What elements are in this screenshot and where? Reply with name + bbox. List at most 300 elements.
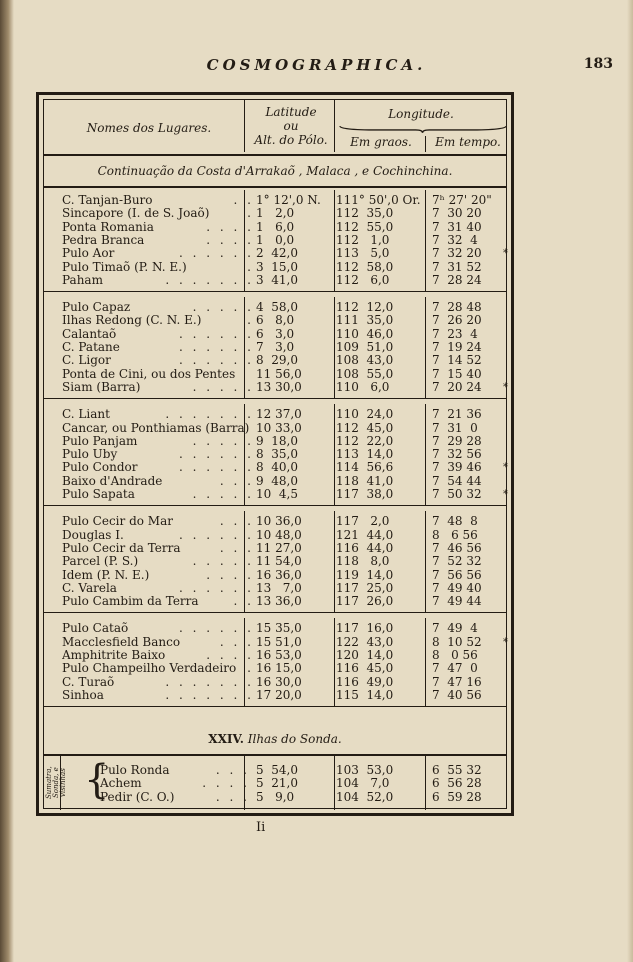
place-name-text: Pedra Branca — [62, 233, 145, 247]
table-row — [44, 422, 506, 435]
place-name-text: C. Ligor — [62, 354, 111, 368]
sonda-row — [44, 791, 506, 804]
column-rule — [244, 190, 245, 291]
place-name — [62, 448, 254, 461]
table-row — [44, 368, 506, 381]
latitude-value: 15 35,0 — [256, 621, 302, 636]
latitude-value: 1 0,0 — [256, 232, 295, 247]
longitude-time-value: 7 56 56 — [432, 567, 482, 582]
longitude-degrees-value: 120 14,0 — [336, 648, 394, 662]
place-name-text: Achem — [100, 777, 142, 791]
leader-dots: . . — [233, 595, 254, 609]
region-side-label: Sumatra, Sonda, e visinhas — [45, 766, 67, 800]
leader-dots: . . . . — [206, 233, 254, 247]
place-name-text: Cancar, ou Ponthiamas (Barra) — [62, 421, 250, 435]
longitude-time-value: 7 47 16 — [432, 674, 482, 689]
latitude-value: 10 36,0 — [256, 514, 302, 529]
group-rule — [44, 706, 506, 707]
latitude-value: 12 37,0 — [256, 407, 302, 422]
place-name — [62, 261, 254, 274]
section-xxiv — [44, 732, 506, 746]
header-longitude: Longitude. — [388, 107, 454, 121]
place-name — [62, 422, 254, 435]
table-row — [44, 569, 506, 582]
page-number: 183 — [583, 56, 613, 72]
place-name-text: Sincapore (I. de S. Joaõ) — [62, 207, 210, 221]
column-rule — [334, 511, 335, 612]
latitude-value: 1° 12',0 N. — [256, 193, 321, 207]
leader-dots: . . . . . — [192, 380, 254, 394]
longitude-time-value: 7 50 32 — [432, 487, 482, 501]
table-row — [44, 194, 506, 207]
longitude-time-value: 8 0 56 — [432, 648, 478, 662]
longitude-time-value: 8 10 52 — [432, 634, 482, 649]
column-rule — [425, 404, 426, 505]
longitude-time-value: 7 49 40 — [432, 580, 482, 595]
place-name — [62, 582, 254, 595]
section-continuation: Continuação da Costa d'Arrakaõ , Malaca , e Cochinchina. — [97, 164, 453, 178]
longitude-time-value: 7 14 52 — [432, 353, 482, 368]
place-name-text: Pulo Cambim da Terra — [62, 595, 199, 609]
longitude-degrees-value: 111° 50',0 Or. — [336, 193, 421, 207]
leader-dots: . . . . . — [192, 488, 254, 501]
table-row — [44, 582, 506, 595]
latitude-value: 1 6,0 — [256, 219, 295, 234]
place-name — [62, 328, 254, 341]
place-name — [62, 194, 254, 207]
column-rule — [334, 190, 335, 291]
column-rule — [425, 756, 426, 810]
leader-dots: . . . . . — [192, 301, 254, 315]
longitude-degrees-value: 104 7,0 — [336, 776, 390, 791]
longitude-time-value: 7 23 4 — [432, 326, 478, 341]
reference-star: * — [503, 381, 508, 393]
table-row — [44, 381, 506, 394]
leader-dots: . . . . . . — [179, 528, 254, 542]
longitude-degrees-value: 115 14,0 — [336, 687, 394, 702]
header-place: Nomes dos Lugares. — [86, 121, 212, 135]
column-rule — [244, 618, 245, 706]
leader-dots: . . . . . . — [179, 247, 254, 261]
place-name — [62, 435, 254, 448]
header-divider-time — [425, 136, 426, 152]
place-name — [62, 649, 254, 662]
column-rule — [244, 511, 245, 612]
latitude-value: 17 20,0 — [256, 687, 302, 702]
leader-dots: . . . . . — [192, 434, 254, 448]
longitude-time-value: 7 31 52 — [432, 259, 482, 274]
longitude-degrees-value: 114 56,6 — [336, 460, 394, 475]
section-xxiv-title: Ilhas do Sonda. — [247, 732, 342, 746]
place-name-text: Siam (Barra) — [62, 380, 141, 394]
place-name — [62, 408, 254, 421]
longitude-time-value: 7 21 36 — [432, 407, 482, 422]
place-name-text: Macclesfield Banco — [62, 635, 181, 649]
leader-dots: . . . . . . — [179, 341, 254, 354]
leader-dots: . . . . . . — [179, 448, 254, 462]
place-name — [62, 622, 254, 635]
place-name — [62, 515, 254, 528]
leader-dots: . . . — [219, 515, 254, 529]
latitude-value: 3 41,0 — [256, 272, 298, 287]
column-rule — [334, 404, 335, 505]
longitude-degrees-value: 108 43,0 — [336, 353, 394, 368]
latitude-value: 11 54,0 — [256, 554, 302, 569]
longitude-degrees-value: 116 49,0 — [336, 674, 394, 689]
longitude-time-value: 7 52 32 — [432, 554, 482, 569]
longitude-time-value: 6 55 32 — [432, 763, 482, 777]
longitude-time-value: 7 31 0 — [432, 420, 478, 435]
header-em-tempo: Em tempo. — [435, 135, 501, 149]
place-name — [100, 777, 250, 790]
column-rule — [244, 756, 245, 810]
longitude-time-value: 6 56 28 — [432, 776, 482, 791]
latitude-value: 15 51,0 — [256, 634, 302, 649]
leader-dots: . . . . . . — [179, 581, 254, 595]
table-row — [44, 475, 506, 488]
place-name — [62, 221, 254, 234]
place-name-text: Pulo Cecir da Terra — [62, 541, 181, 555]
table-row — [44, 515, 506, 528]
longitude-degrees-value: 112 55,0 — [336, 219, 394, 234]
longitude-time-value: 7 20 24 — [432, 379, 482, 394]
longitude-time-value: 7 28 24 — [432, 272, 482, 287]
longitude-time-value: 7 30 20 — [432, 206, 482, 221]
longitude-degrees-value: 103 53,0 — [336, 763, 394, 777]
place-name-text: Ponta de Cini, ou dos Pentes — [62, 367, 236, 381]
longitude-time-value: 8 6 56 — [432, 527, 478, 542]
longitude-degrees-value: 117 25,0 — [336, 580, 394, 595]
table-row — [44, 274, 506, 287]
longitude-time-value: 7 46 56 — [432, 540, 482, 555]
place-name-text: C. Patane — [62, 341, 120, 354]
leader-dots: . . . . — [202, 777, 250, 791]
latitude-value: 1 2,0 — [256, 206, 295, 221]
table-row — [44, 622, 506, 635]
latitude-value: 9 48,0 — [256, 473, 298, 488]
place-name-text: Pulo Timaõ (P. N. E.) — [62, 260, 187, 274]
longitude-degrees-value: 117 26,0 — [336, 594, 394, 609]
column-rule — [334, 756, 335, 810]
leader-dots: . . . — [215, 764, 250, 777]
longitude-degrees-value: 117 38,0 — [336, 487, 394, 501]
place-name-text: Calantaõ — [62, 327, 117, 341]
place-name — [62, 461, 254, 474]
longitude-degrees-value: 112 1,0 — [336, 232, 390, 247]
latitude-value: 5 9,0 — [256, 789, 295, 804]
latitude-value: 2 42,0 — [256, 246, 298, 261]
section-rule — [44, 186, 506, 188]
table-row — [44, 461, 506, 474]
table-inner — [43, 99, 507, 809]
longitude-degrees-value: 118 8,0 — [336, 554, 390, 569]
column-rule — [334, 297, 335, 398]
latitude-value: 16 15,0 — [256, 661, 302, 676]
latitude-value: 13 7,0 — [256, 580, 302, 595]
table-row — [44, 247, 506, 260]
latitude-value: 16 53,0 — [256, 648, 302, 662]
place-name — [62, 247, 254, 260]
table-row — [44, 676, 506, 689]
table-row — [44, 261, 506, 274]
latitude-value: 16 30,0 — [256, 674, 302, 689]
latitude-value: 10 4,5 — [256, 487, 298, 501]
latitude-value: 13 30,0 — [256, 379, 302, 394]
column-rule — [244, 404, 245, 505]
leader-dots: . . . . . . — [179, 622, 254, 636]
table-row — [44, 649, 506, 662]
place-name — [62, 274, 254, 287]
place-name — [62, 354, 254, 367]
longitude-time-value: 7 19 24 — [432, 340, 482, 354]
longitude-time-value: 7 47 0 — [432, 661, 478, 676]
sonda-rule — [44, 754, 506, 756]
longitude-degrees-value: 116 44,0 — [336, 540, 394, 555]
leader-dots: . — [247, 207, 254, 221]
column-rule — [425, 190, 426, 291]
place-name — [62, 689, 254, 702]
longitude-degrees-value: 112 45,0 — [336, 420, 394, 435]
place-name — [62, 381, 254, 394]
latitude-value: 6 3,0 — [256, 326, 295, 341]
table-row — [44, 689, 506, 702]
leader-dots: . . . — [219, 635, 254, 649]
place-name-text: C. Tanjan-Buro — [62, 194, 153, 207]
longitude-degrees-value: 113 14,0 — [336, 447, 394, 462]
place-name-text: Pulo Champeilho Verdadeiro — [62, 662, 237, 676]
longitude-degrees-value: 117 2,0 — [336, 514, 390, 529]
longitude-degrees-value: 110 6,0 — [336, 379, 390, 394]
place-name — [62, 662, 254, 675]
table-row — [44, 488, 506, 501]
table-row — [44, 408, 506, 421]
place-name-text: Sinhoa — [62, 688, 104, 702]
leader-dots: . — [247, 662, 254, 676]
place-name — [62, 207, 254, 220]
longitude-time-value: 7 26 20 — [432, 313, 482, 328]
place-name-text: Pulo Cataõ — [62, 622, 129, 636]
latitude-value: 7 3,0 — [256, 340, 295, 354]
longitude-time-value: 7 29 28 — [432, 433, 482, 448]
latitude-value: 3 15,0 — [256, 259, 298, 274]
header-alt-polo: Alt. do Pólo. — [254, 133, 328, 147]
leader-dots: . . . . . — [192, 555, 254, 569]
place-name-text: C. Liant — [62, 408, 110, 422]
leader-dots: . . . — [219, 474, 254, 488]
header-divider-lat — [244, 100, 245, 152]
reference-star: * — [503, 462, 508, 474]
group-brace: { — [84, 757, 110, 803]
side-label-rule — [60, 756, 61, 810]
leader-dots: . . . . . . . — [165, 688, 254, 702]
longitude-time-value: 7 48 8 — [432, 514, 478, 529]
book-binding — [0, 0, 14, 962]
leader-dots: . . . . . . — [179, 461, 254, 475]
table-row — [44, 207, 506, 220]
place-name-text: C. Varela — [62, 581, 117, 595]
longitude-degrees-value: 117 16,0 — [336, 621, 394, 636]
reference-star: * — [503, 489, 508, 500]
longitude-time-value: 7 31 40 — [432, 219, 482, 234]
column-rule — [334, 618, 335, 706]
longitude-degrees-value: 112 58,0 — [336, 259, 394, 274]
table-row — [44, 529, 506, 542]
group-rule — [44, 612, 506, 613]
longitude-degrees-value: 110 24,0 — [336, 407, 394, 422]
place-name-text: Pedir (C. O.) — [100, 790, 175, 804]
latitude-value: 4 58,0 — [256, 300, 298, 315]
coordinates-table — [36, 92, 514, 816]
table-row — [44, 301, 506, 314]
longitude-time-value: 7 15 40 — [432, 366, 482, 381]
place-name-text: Ilhas Redong (C. N. E.) — [62, 314, 202, 328]
longitude-degrees-value: 110 46,0 — [336, 326, 394, 341]
place-name-text: Ponta Romania — [62, 220, 154, 234]
page-edge — [627, 0, 633, 962]
table-row — [44, 221, 506, 234]
reference-star: * — [503, 636, 508, 648]
place-name-text: Pulo Ronda — [100, 764, 170, 777]
place-name-text: Baixo d'Andrade — [62, 474, 163, 488]
leader-dots: . . . . . . — [179, 354, 254, 368]
leader-dots: . . — [233, 194, 254, 207]
latitude-value: 5 54,0 — [256, 763, 298, 777]
place-name-text: Amphitrite Baixo — [62, 649, 166, 662]
longitude-degrees-value: 112 35,0 — [336, 206, 394, 221]
column-rule — [244, 297, 245, 398]
place-name — [100, 791, 250, 804]
table-row — [44, 662, 506, 675]
table-row — [44, 448, 506, 461]
longitude-time-value: 7 28 48 — [432, 300, 482, 315]
longitude-degrees-value: 111 35,0 — [336, 313, 394, 328]
longitude-degrees-value: 122 43,0 — [336, 634, 394, 649]
group-rule — [44, 505, 506, 506]
table-row — [44, 354, 506, 367]
place-name-text: Pulo Capaz — [62, 301, 131, 315]
longitude-degrees-value: 112 6,0 — [336, 272, 390, 287]
longitude-time-value: 7 54 44 — [432, 473, 482, 488]
place-name — [62, 595, 254, 608]
longitude-degrees-value: 118 41,0 — [336, 473, 394, 488]
place-name-text: Pulo Panjam — [62, 434, 138, 448]
place-name — [62, 341, 254, 354]
place-name — [62, 529, 254, 542]
place-name-text: Idem (P. N. E.) — [62, 568, 150, 582]
longitude-degrees-value: 109 51,0 — [336, 340, 394, 354]
latitude-value: 8 35,0 — [256, 447, 298, 462]
leader-dots: . . . . — [206, 649, 254, 662]
latitude-value: 10 48,0 — [256, 527, 302, 542]
longitude-degrees-value: 116 45,0 — [336, 661, 394, 676]
place-name-text: Pulo Condor — [62, 461, 138, 475]
column-rule — [425, 297, 426, 398]
place-name — [62, 569, 254, 582]
longitude-time-value: 7 49 4 — [432, 621, 478, 636]
running-title: COSMOGRAPHICA. — [206, 56, 427, 74]
latitude-value: 8 40,0 — [256, 460, 298, 475]
leader-dots: . . . . . . . — [165, 675, 254, 689]
place-name-text: C. Turaõ — [62, 675, 115, 689]
place-name-text: Pulo Aor — [62, 247, 115, 261]
leader-dots: . . . . . . — [179, 327, 254, 341]
running-head — [0, 56, 633, 80]
place-name — [62, 542, 254, 555]
latitude-value: 5 21,0 — [256, 776, 298, 791]
leader-dots: . . . . — [206, 220, 254, 234]
longitude-time-value: 7 32 4 — [432, 232, 478, 247]
place-name-text: Paham — [62, 273, 103, 287]
table-row — [44, 435, 506, 448]
latitude-value: 13 36,0 — [256, 594, 302, 609]
leader-dots: . . . . . . . — [165, 273, 254, 287]
leader-dots: . . . . — [206, 568, 254, 582]
place-name — [62, 301, 254, 314]
header-ou: ou — [283, 119, 299, 133]
place-name — [62, 488, 254, 501]
place-name — [62, 676, 254, 689]
latitude-value: 11 56,0 — [256, 366, 302, 381]
reference-star: * — [503, 248, 508, 260]
table-row — [44, 636, 506, 649]
longitude-time-value: 6 59 28 — [432, 789, 482, 804]
column-rule — [425, 511, 426, 612]
section-xxiv-number: XXIV. — [208, 732, 244, 746]
place-name — [62, 314, 254, 327]
place-name — [62, 555, 254, 568]
longitude-time-value: 7 40 56 — [432, 687, 482, 702]
place-name — [62, 368, 254, 381]
longitude-degrees-value: 108 55,0 — [336, 366, 394, 381]
header-rule — [44, 154, 506, 156]
leader-dots: . . . — [215, 790, 250, 804]
longitude-degrees-value: 113 5,0 — [336, 246, 390, 261]
table-row — [44, 341, 506, 354]
longitude-degrees-value: 119 14,0 — [336, 567, 394, 582]
header-divider-lon — [334, 100, 335, 152]
longitude-degrees-value: 112 12,0 — [336, 300, 394, 315]
header-em-graos: Em graos. — [350, 135, 412, 149]
leader-dots: . — [247, 314, 254, 328]
leader-dots: . . . . . . . — [165, 408, 254, 422]
signature-mark: Ii — [256, 820, 266, 835]
latitude-value: 8 29,0 — [256, 353, 298, 368]
place-name-text: Pulo Uby — [62, 448, 118, 462]
leader-dots: . . . — [219, 541, 254, 555]
table-row — [44, 555, 506, 568]
longitude-time-value: 7 32 20 — [432, 246, 482, 261]
header-latitude: Latitude — [265, 105, 317, 119]
longitude-brace — [338, 124, 508, 134]
column-rule — [425, 618, 426, 706]
group-rule — [44, 398, 506, 399]
place-name — [62, 636, 254, 649]
place-name-text: Parcel (P. S.) — [62, 555, 139, 569]
place-name-text: Pulo Cecir do Mar — [62, 515, 173, 529]
latitude-value: 10 33,0 — [256, 420, 302, 435]
latitude-value: 16 36,0 — [256, 567, 302, 582]
place-name — [100, 764, 250, 777]
latitude-value: 9 18,0 — [256, 433, 298, 448]
sonda-row — [44, 777, 506, 790]
place-name-text: Pulo Sapata — [62, 488, 135, 501]
longitude-time-value: 7 32 56 — [432, 447, 482, 462]
longitude-time-value: 7 39 46 — [432, 460, 482, 475]
table-row — [44, 542, 506, 555]
leader-dots: . — [247, 260, 254, 274]
longitude-time-value: 7ʰ 27' 20" — [432, 193, 492, 207]
longitude-degrees-value: 104 52,0 — [336, 789, 394, 804]
